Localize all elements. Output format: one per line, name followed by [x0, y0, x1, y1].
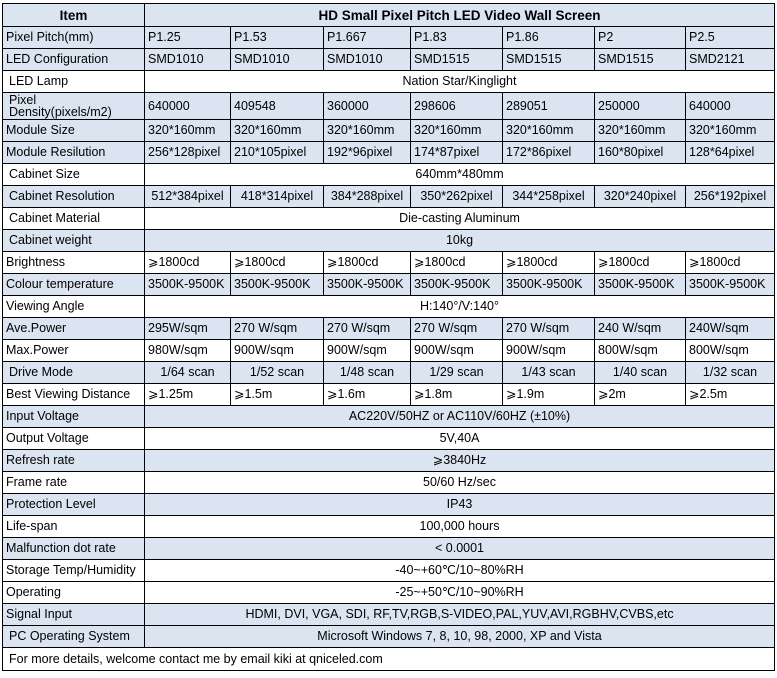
cell-cabinet-res-6: 320*240pixel — [595, 186, 686, 208]
cell-viewing-angle: H:140°/V:140° — [145, 296, 775, 318]
cell-ave-power-6: 240 W/sqm — [595, 318, 686, 340]
row-label-cabinet-size: Cabinet Size — [3, 164, 145, 186]
table-row — [3, 208, 775, 230]
cell-cabinet-res-7: 256*192pixel — [686, 186, 775, 208]
cell-led-config-4: SMD1515 — [411, 49, 503, 71]
header-item: Item — [3, 4, 145, 27]
cell-module-size-3: 320*160mm — [324, 120, 411, 142]
cell-protection: IP43 — [145, 494, 775, 516]
cell-viewing-distance-6: ⩾2m — [595, 384, 686, 406]
cell-density-1: 640000 — [145, 93, 231, 120]
cell-module-res-1: 256*128pixel — [145, 142, 231, 164]
cell-colour-temp-1: 3500K-9500K — [145, 274, 231, 296]
cell-module-size-6: 320*160mm — [595, 120, 686, 142]
cell-module-res-6: 160*80pixel — [595, 142, 686, 164]
row-label-max-power: Max.Power — [3, 340, 145, 362]
cell-frame-rate: 50/60 Hz/sec — [145, 472, 775, 494]
cell-malfunction: < 0.0001 — [145, 538, 775, 560]
cell-cabinet-weight: 10kg — [145, 230, 775, 252]
cell-colour-temp-6: 3500K-9500K — [595, 274, 686, 296]
cell-density-6: 250000 — [595, 93, 686, 120]
table-row — [3, 49, 775, 71]
cell-drive-mode-3: 1/48 scan — [324, 362, 411, 384]
row-label-density: Pixel Density(pixels/m2) — [3, 93, 145, 120]
cell-viewing-distance-3: ⩾1.6m — [324, 384, 411, 406]
cell-viewing-distance-4: ⩾1.8m — [411, 384, 503, 406]
cell-brightness-6: ⩾1800cd — [595, 252, 686, 274]
cell-cabinet-res-5: 344*258pixel — [503, 186, 595, 208]
table-row — [3, 626, 775, 648]
cell-drive-mode-5: 1/43 scan — [503, 362, 595, 384]
row-label-module-size: Module Size — [3, 120, 145, 142]
table-row — [3, 582, 775, 604]
cell-cabinet-material: Die-casting Aluminum — [145, 208, 775, 230]
row-label-malfunction: Malfunction dot rate — [3, 538, 145, 560]
cell-max-power-7: 800W/sqm — [686, 340, 775, 362]
cell-module-size-2: 320*160mm — [231, 120, 324, 142]
row-label-module-res: Module Resilution — [3, 142, 145, 164]
table-row — [3, 604, 775, 626]
cell-led-config-3: SMD1010 — [324, 49, 411, 71]
cell-pitch-4: P1.83 — [411, 27, 503, 49]
row-label-protection: Protection Level — [3, 494, 145, 516]
cell-ave-power-7: 240W/sqm — [686, 318, 775, 340]
cell-max-power-2: 900W/sqm — [231, 340, 324, 362]
cell-output-voltage: 5V,40A — [145, 428, 775, 450]
cell-module-res-4: 174*87pixel — [411, 142, 503, 164]
cell-density-3: 360000 — [324, 93, 411, 120]
table-row — [3, 538, 775, 560]
cell-density-5: 289051 — [503, 93, 595, 120]
row-label-pc-os: PC Operating System — [3, 626, 145, 648]
cell-colour-temp-3: 3500K-9500K — [324, 274, 411, 296]
cell-input-voltage: AC220V/50HZ or AC110V/60HZ (±10%) — [145, 406, 775, 428]
cell-module-res-3: 192*96pixel — [324, 142, 411, 164]
table-row — [3, 516, 775, 538]
cell-colour-temp-5: 3500K-9500K — [503, 274, 595, 296]
cell-brightness-3: ⩾1800cd — [324, 252, 411, 274]
cell-drive-mode-1: 1/64 scan — [145, 362, 231, 384]
row-label-storage: Storage Temp/Humidity — [3, 560, 145, 582]
row-label-pitch: Pixel Pitch(mm) — [3, 27, 145, 49]
cell-max-power-4: 900W/sqm — [411, 340, 503, 362]
row-label-life-span: Life-span — [3, 516, 145, 538]
cell-density-4: 298606 — [411, 93, 503, 120]
row-label-input-voltage: Input Voltage — [3, 406, 145, 428]
cell-colour-temp-7: 3500K-9500K — [686, 274, 775, 296]
cell-module-size-5: 320*160mm — [503, 120, 595, 142]
cell-signal-input: HDMI, DVI, VGA, SDI, RF,TV,RGB,S-VIDEO,PAL,YUV,AVI,RGBHV,CVBS,etc — [145, 604, 775, 626]
row-label-frame-rate: Frame rate — [3, 472, 145, 494]
cell-module-size-7: 320*160mm — [686, 120, 775, 142]
row-label-drive-mode: Drive Mode — [3, 362, 145, 384]
row-label-led-lamp: LED Lamp — [3, 71, 145, 93]
table-row — [3, 93, 775, 120]
cell-viewing-distance-5: ⩾1.9m — [503, 384, 595, 406]
cell-brightness-7: ⩾1800cd — [686, 252, 775, 274]
table-row — [3, 142, 775, 164]
cell-led-config-2: SMD1010 — [231, 49, 324, 71]
table-row — [3, 274, 775, 296]
cell-storage: -40~+60℃/10~80%RH — [145, 560, 775, 582]
table-row — [3, 560, 775, 582]
spec-table — [2, 3, 775, 671]
cell-drive-mode-2: 1/52 scan — [231, 362, 324, 384]
cell-brightness-4: ⩾1800cd — [411, 252, 503, 274]
row-label-refresh-rate: Refresh rate — [3, 450, 145, 472]
row-label-signal-input: Signal Input — [3, 604, 145, 626]
cell-brightness-1: ⩾1800cd — [145, 252, 231, 274]
cell-module-size-1: 320*160mm — [145, 120, 231, 142]
cell-cabinet-res-3: 384*288pixel — [324, 186, 411, 208]
cell-module-res-5: 172*86pixel — [503, 142, 595, 164]
table-row — [3, 230, 775, 252]
cell-cabinet-size: 640mm*480mm — [145, 164, 775, 186]
cell-pitch-5: P1.86 — [503, 27, 595, 49]
table-row — [3, 494, 775, 516]
cell-cabinet-res-4: 350*262pixel — [411, 186, 503, 208]
cell-refresh-rate: ⩾3840Hz — [145, 450, 775, 472]
cell-colour-temp-2: 3500K-9500K — [231, 274, 324, 296]
table-row — [3, 27, 775, 49]
table-row — [3, 450, 775, 472]
cell-cabinet-res-1: 512*384pixel — [145, 186, 231, 208]
cell-led-config-6: SMD1515 — [595, 49, 686, 71]
table-row — [3, 318, 775, 340]
cell-pitch-1: P1.25 — [145, 27, 231, 49]
row-label-operating: Operating — [3, 582, 145, 604]
table-row — [3, 384, 775, 406]
row-label-output-voltage: Output Voltage — [3, 428, 145, 450]
row-label-viewing-distance: Best Viewing Distance — [3, 384, 145, 406]
cell-max-power-6: 800W/sqm — [595, 340, 686, 362]
table-row — [3, 186, 775, 208]
cell-brightness-5: ⩾1800cd — [503, 252, 595, 274]
row-label-viewing-angle: Viewing Angle — [3, 296, 145, 318]
cell-ave-power-1: 295W/sqm — [145, 318, 231, 340]
table-row — [3, 340, 775, 362]
row-label-colour-temp: Colour temperature — [3, 274, 145, 296]
cell-ave-power-5: 270 W/sqm — [503, 318, 595, 340]
cell-pc-os: Microsoft Windows 7, 8, 10, 98, 2000, XP and Vista — [145, 626, 775, 648]
row-label-cabinet-material: Cabinet Material — [3, 208, 145, 230]
cell-led-config-7: SMD2121 — [686, 49, 775, 71]
cell-max-power-1: 980W/sqm — [145, 340, 231, 362]
footer-contact: For more details, welcome contact me by email kiki at qniceled.com — [3, 648, 775, 671]
cell-module-res-7: 128*64pixel — [686, 142, 775, 164]
cell-module-res-2: 210*105pixel — [231, 142, 324, 164]
cell-drive-mode-4: 1/29 scan — [411, 362, 503, 384]
cell-operating: -25~+50℃/10~90%RH — [145, 582, 775, 604]
table-row — [3, 252, 775, 274]
row-label-led-config: LED Configuration — [3, 49, 145, 71]
cell-max-power-5: 900W/sqm — [503, 340, 595, 362]
cell-viewing-distance-2: ⩾1.5m — [231, 384, 324, 406]
row-label-cabinet-weight: Cabinet weight — [3, 230, 145, 252]
table-title: HD Small Pixel Pitch LED Video Wall Screen — [145, 4, 775, 27]
cell-pitch-2: P1.53 — [231, 27, 324, 49]
cell-life-span: 100,000 hours — [145, 516, 775, 538]
cell-ave-power-3: 270 W/sqm — [324, 318, 411, 340]
table-row — [3, 71, 775, 93]
cell-max-power-3: 900W/sqm — [324, 340, 411, 362]
row-label-cabinet-res: Cabinet Resolution — [3, 186, 145, 208]
table-row — [3, 428, 775, 450]
cell-drive-mode-6: 1/40 scan — [595, 362, 686, 384]
cell-pitch-3: P1.667 — [324, 27, 411, 49]
cell-module-size-4: 320*160mm — [411, 120, 503, 142]
cell-ave-power-2: 270 W/sqm — [231, 318, 324, 340]
table-row — [3, 120, 775, 142]
table-row — [3, 296, 775, 318]
cell-led-config-1: SMD1010 — [145, 49, 231, 71]
cell-viewing-distance-1: ⩾1.25m — [145, 384, 231, 406]
cell-led-config-5: SMD1515 — [503, 49, 595, 71]
cell-drive-mode-7: 1/32 scan — [686, 362, 775, 384]
table-row — [3, 406, 775, 428]
row-label-brightness: Brightness — [3, 252, 145, 274]
cell-pitch-7: P2.5 — [686, 27, 775, 49]
cell-cabinet-res-2: 418*314pixel — [231, 186, 324, 208]
cell-density-7: 640000 — [686, 93, 775, 120]
row-label-ave-power: Ave.Power — [3, 318, 145, 340]
cell-colour-temp-4: 3500K-9500K — [411, 274, 503, 296]
table-row — [3, 362, 775, 384]
cell-brightness-2: ⩾1800cd — [231, 252, 324, 274]
cell-led-lamp: Nation Star/Kinglight — [145, 71, 775, 93]
cell-viewing-distance-7: ⩾2.5m — [686, 384, 775, 406]
cell-pitch-6: P2 — [595, 27, 686, 49]
table-row — [3, 164, 775, 186]
cell-density-2: 409548 — [231, 93, 324, 120]
cell-ave-power-4: 270 W/sqm — [411, 318, 503, 340]
table-row — [3, 472, 775, 494]
